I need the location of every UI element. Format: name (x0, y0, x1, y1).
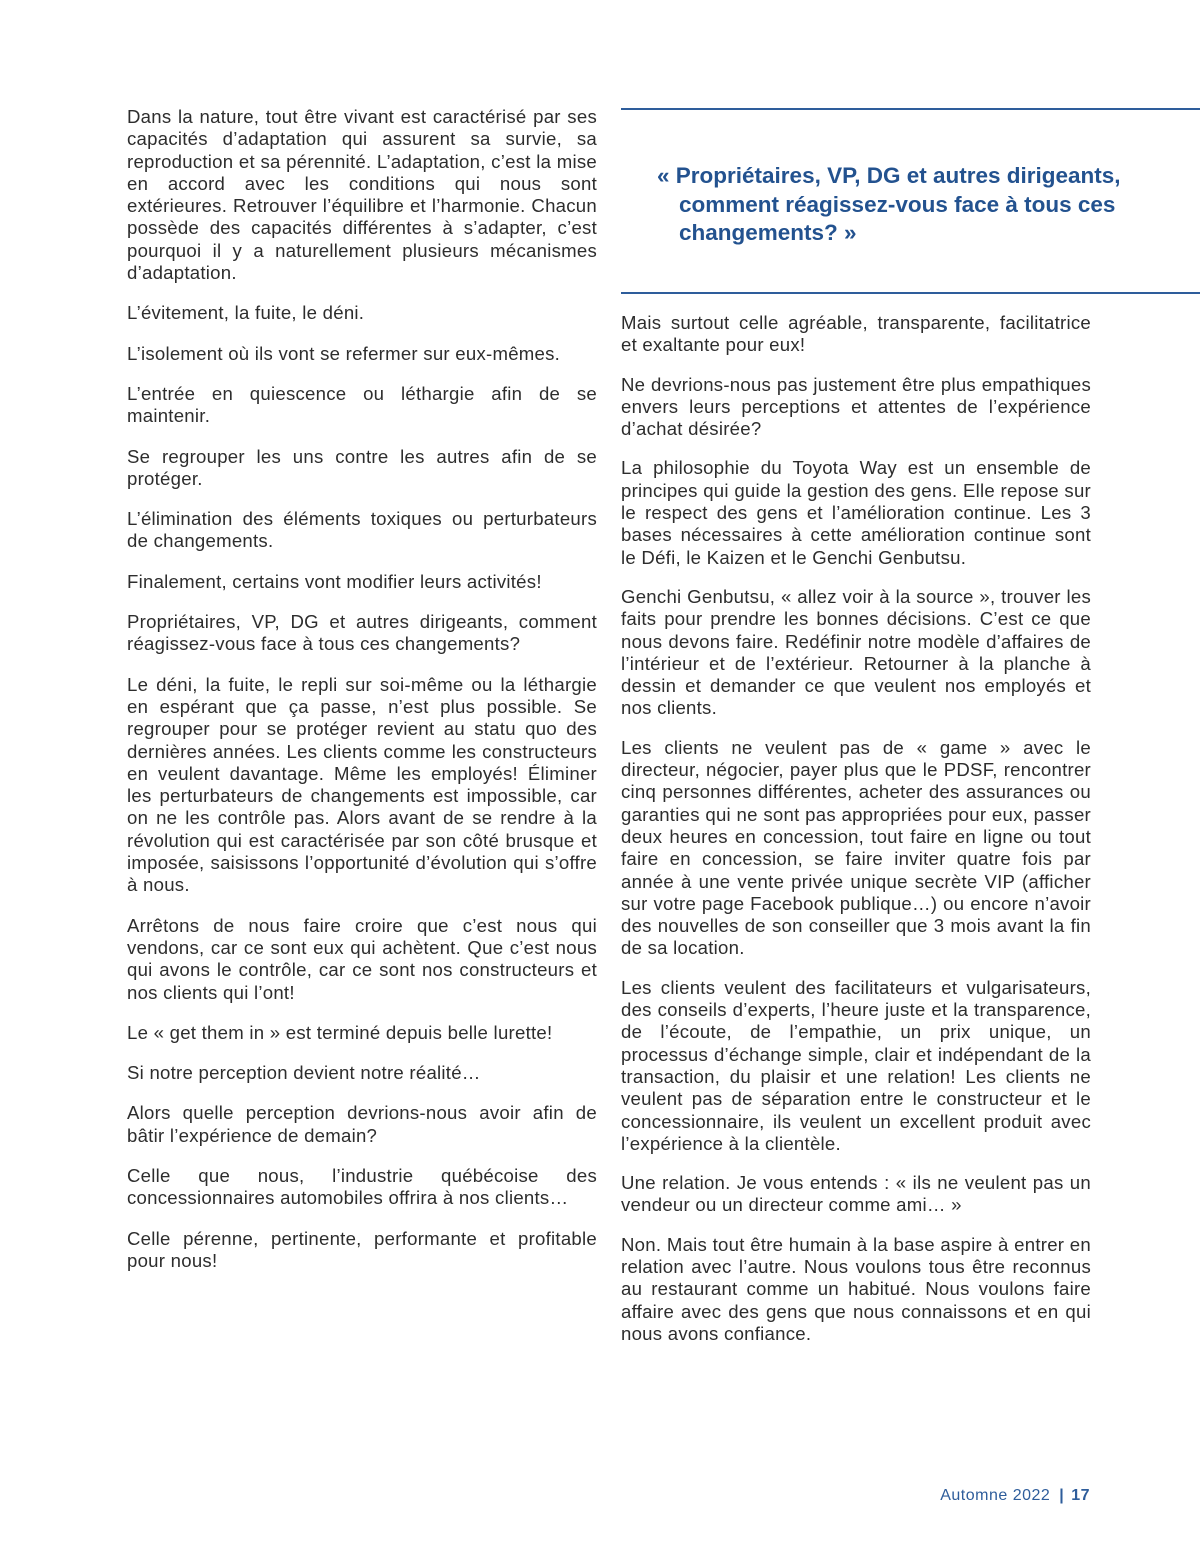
paragraph: Celle que nous, l’industrie québécoise des concessionnaires automobiles offrira à nos clients… (127, 1164, 597, 1209)
page-number: 17 (1071, 1487, 1090, 1504)
paragraph: Mais surtout celle agréable, transparente, facilitatrice et exaltante pour eux! (621, 312, 1091, 356)
pull-quote-box (621, 108, 1200, 294)
paragraph: Les clients veulent des facilitateurs et vulgarisateurs, des conseils d’experts, l’heure juste et la transparence, de l’écoute, de l’empathie, un prix unique, un processus d’échange simple, clair et indépendant de la transaction, du plaisir et une relation! Les clients ne veulent pas de séparation entre le constructeur et le concessionnaire, ils veulent un excellent produit avec l’expérience à la clientèle. (621, 976, 1091, 1154)
paragraph: Celle pérenne, pertinente, performante et profitable pour nous! (127, 1227, 597, 1271)
paragraph: L’élimination des éléments toxiques ou perturbateurs de changements. (127, 508, 597, 552)
paragraph: Une relation. Je vous entends : « ils ne veulent pas un vendeur ou un directeur comme ami… » (621, 1172, 1091, 1216)
paragraph: Dans la nature, tout être vivant est caractérisé par ses capacités d’adaptation qui assurent sa survie, sa reproduction et sa pérennité. L’adaptation, c’est la mise en accord avec les conditions qui nous sont extérieures. Retrouver l’équilibre et l’harmonie. Chacun possède des capacités différentes à s’adapter, c’est pourquoi il y a naturellement plusieurs mécanismes d’adaptation. (127, 106, 597, 284)
paragraph: Non. Mais tout être humain à la base aspire à entrer en relation avec l’autre. Nous voulons tous être reconnus au restaurant comme un habitué. Nous voulons faire affaire avec des gens que nous connaissons et en qui nous avons confiance. (621, 1233, 1091, 1344)
paragraph: Finalement, certains vont modifier leurs activités! (127, 570, 542, 592)
left-column (127, 106, 597, 1290)
paragraph: Si notre perception devient notre réalité… (127, 1062, 481, 1084)
footer-separator: | (1059, 1487, 1065, 1504)
paragraph: L’entrée en quiescence ou léthargie afin de se maintenir. (127, 382, 597, 427)
paragraph: Le déni, la fuite, le repli sur soi-même ou la léthargie en espérant que ça passe, n’est plus possible. Se regrouper pour se protéger revient au statu quo des dernières années. Les clients comme les constructeurs en veulent davantage. Même les employés! Éliminer les perturbateurs de changements est impossible, car on ne les contrôle pas. Alors avant de se rendre à la révolution qui est caractérisée par son côté brusque et imposée, saisissons l’opportunité d’évolution qui s’offre à nous. (127, 673, 597, 896)
paragraph: Se regrouper les uns contre les autres afin de se protéger. (127, 445, 597, 489)
page-footer (940, 1487, 1090, 1505)
pull-quote-text: « Propriétaires, VP, DG et autres dirigeants, comment réagissez-vous face à tous ces changements? » (657, 163, 1121, 245)
paragraph: Ne devrions-nous pas justement être plus empathiques envers leurs perceptions et attentes de l’expérience d’achat désirée? (621, 373, 1091, 440)
paragraph: Genchi Genbutsu, « allez voir à la source », trouver les faits pour prendre les bonnes décisions. C’est ce que nous devons faire. Redéfinir notre modèle d’affaires de l’intérieur et de l’extérieur. Retourner à la planche à dessin et demander ce que veulent nos employés et nos clients. (621, 585, 1091, 719)
paragraph: Arrêtons de nous faire croire que c’est nous qui vendons, car ce sont eux qui achètent. Que c’est nous qui avons le contrôle, car ce sont nos constructeurs et nos clients qui l’ont! (127, 914, 597, 1003)
right-column (621, 312, 1091, 1362)
paragraph: La philosophie du Toyota Way est un ensemble de principes qui guide la gestion des gens. Elle repose sur le respect des gens et l’amélioration continue. Les 3 bases nécessaires à cette amélioration continue sont le Défi, le Kaizen et le Genchi Genbutsu. (621, 457, 1091, 568)
paragraph: Le « get them in » est terminé depuis belle lurette! (127, 1021, 553, 1043)
paragraph: L’évitement, la fuite, le déni. (127, 302, 365, 324)
paragraph: Propriétaires, VP, DG et autres dirigeants, comment réagissez-vous face à tous ces changements? (127, 611, 597, 655)
paragraph: L’isolement où ils vont se refermer sur eux-mêmes. (127, 342, 561, 364)
paragraph: Alors quelle perception devrions-nous avoir afin de bâtir l’expérience de demain? (127, 1102, 597, 1146)
paragraph: Les clients ne veulent pas de « game » avec le directeur, négocier, payer plus que le PDSF, rencontrer cinq personnes différentes, acheter des assurances ou garanties qui ne sont pas appropriées pour eux, passer deux heures en concession, tout faire en ligne ou tout faire en concession, se faire inviter quatre fois par année à une vente privée unique secrète VIP (afficher sur votre page Facebook publique…) ou encore n’avoir des nouvelles de son conseiller que 3 mois avant la fin de sa location. (621, 736, 1091, 959)
issue-label: Automne 2022 (940, 1487, 1051, 1504)
